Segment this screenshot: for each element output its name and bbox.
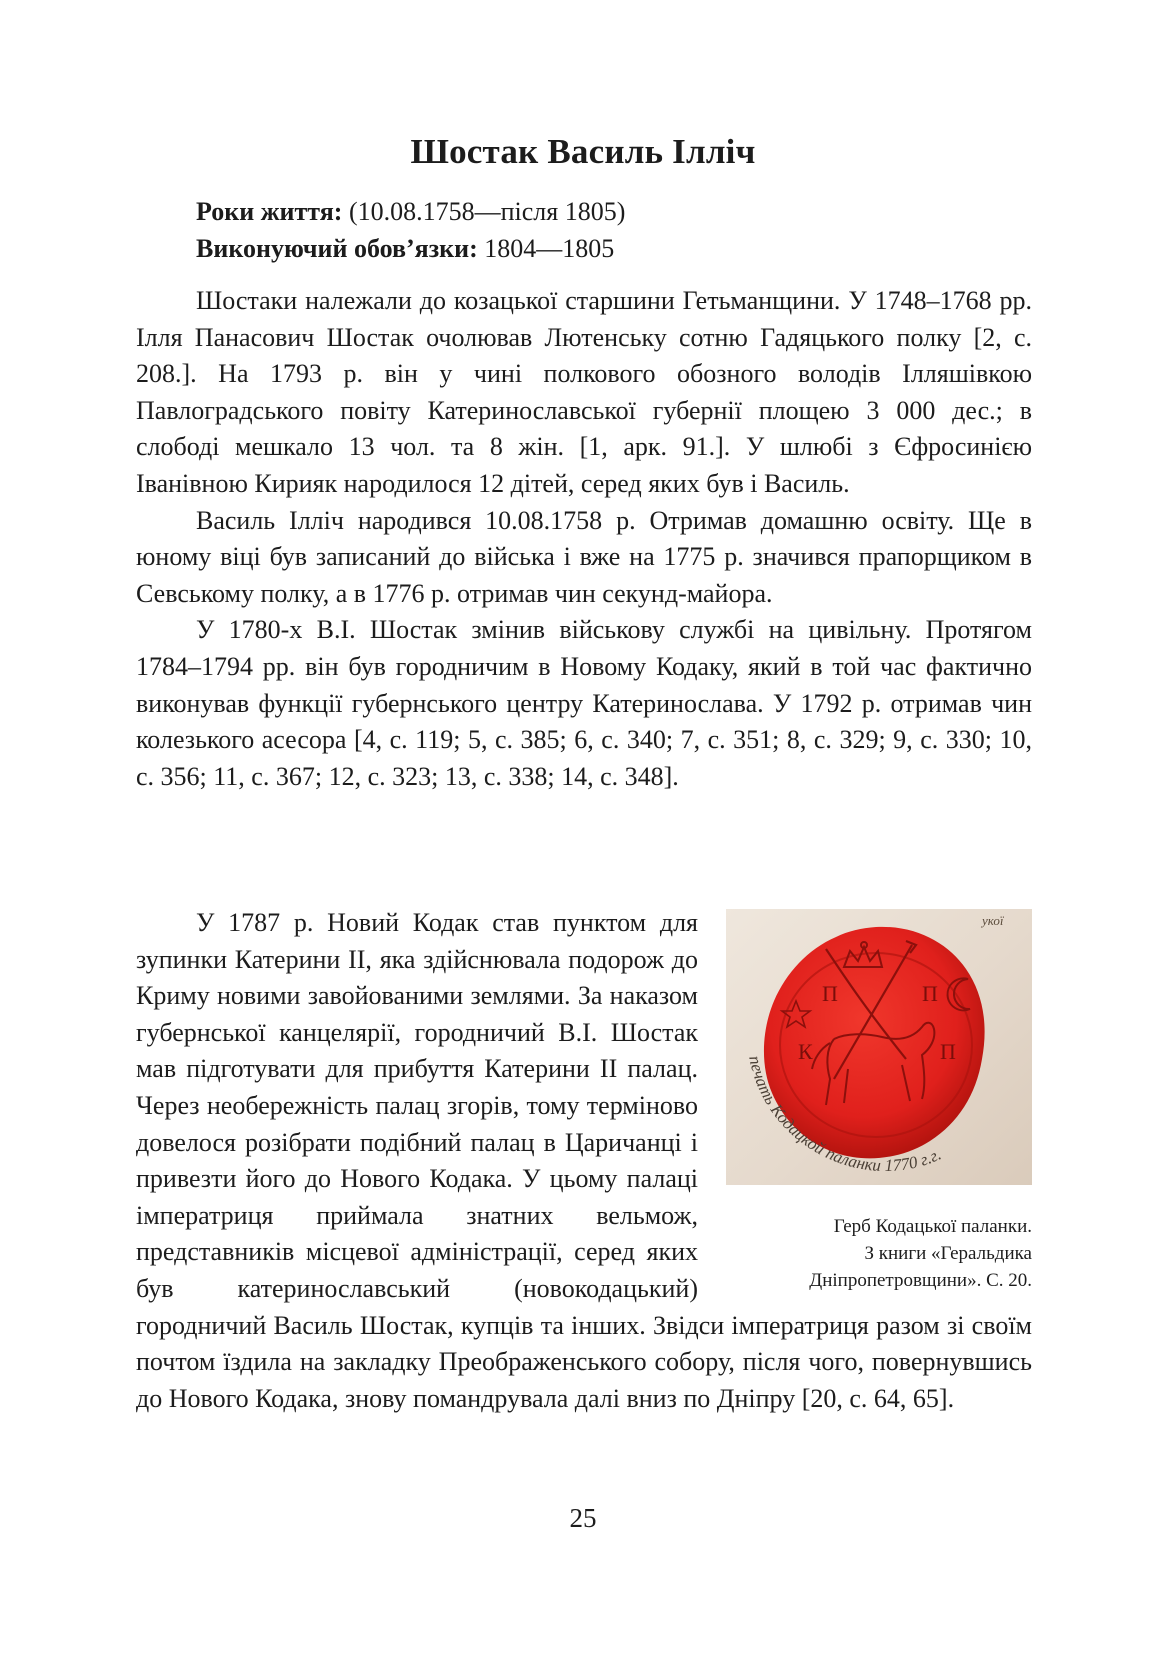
years-value: (10.08.1758—після 1805) — [342, 197, 626, 226]
figure-caption — [726, 1213, 1032, 1294]
seal-letter: П — [922, 981, 938, 1006]
handwriting-top: укої — [982, 913, 1004, 928]
seal-image — [726, 909, 1032, 1185]
acting-duties — [196, 230, 625, 267]
duty-value: 1804—1805 — [477, 234, 615, 263]
paragraph: У 1787 р. Новий Кодак став пунктом для зупинки Катерини ІІ, яка здійснювала подорож до Криму новими завойованими землями. За наказом губернської канцелярії, городничий В.І. Шостак мав підготувати для прибуття Катерини ІІ палац. Через необережність палац згорів, тому терміново довелося розібрати подібний палац в Царичанці і привезти його до Нового Кодака. У цьому палаці імператриця приймала знатних вельмож, представників місцевої адміністрації, серед яких був катеринославський (новокодацький) городничий Василь Шостак, купців та інших. Звідси імператриця разом зі своїм почтом їздила на закладку Преображенського собору, після чого, повернувшись до Нового Кодака, знову помандрувала далі вниз по Дніпру [20, с. 64, 65]. — [136, 908, 1032, 1413]
years-label: Роки життя: — [196, 197, 343, 226]
paragraph: Шостаки належали до козацької старшини Гетьманщини. У 1748–1768 рр. Ілля Панасович Шостак очолював Лютенську сотню Гадяцького полку [2, с. 208.]. На 1793 р. він у чині полкового обозного володів Ілляшівкою Павлоградського повіту Катеринославської губернії площею 3 000 дес.; в слободі мешкало 13 чол. та 8 жін. [1, арк. 91.]. У шлюбі з Єфросинією Іванівною Кирияк народилося 12 дітей, серед яких був і Василь. — [136, 286, 1032, 498]
handwriting-arc: печать Кодацкой паланки 1770 г.г. — [745, 1054, 945, 1176]
duty-label: Виконуючий обов’язки: — [196, 234, 478, 263]
paragraph: Василь Ілліч народився 10.08.1758 р. Отримав домашню освіту. Ще в юному віці був записаний до війська і вже на 1775 р. значився прапорщиком в Севському полку, а в 1776 р. отримав чин секунд-майора. — [136, 505, 1032, 608]
seal-letter: П — [822, 981, 838, 1006]
seal-letter: П — [940, 1039, 956, 1064]
page-number: 25 — [569, 1503, 597, 1533]
body-text-with-figure — [136, 905, 1032, 1417]
seal-letter: К — [798, 1039, 813, 1064]
biography-meta — [196, 193, 625, 267]
figure — [726, 909, 1032, 1294]
page-title: Шостак Василь Ілліч — [410, 132, 756, 171]
seal-illustration — [726, 909, 1032, 1185]
paragraph: У 1780-х В.І. Шостак змінив військову службі на цивільну. Протягом 1784–1794 рр. він був городничим в Новому Кодаку, який в той час фактично виконував функції губернського центру Катеринослава. У 1792 р. отримав чин колезького асесора [4, с. 119; 5, с. 385; 6, с. 340; 7, с. 351; 8, с. 329; 9, с. 330; 10, с. 356; 11, с. 367; 12, с. 323; 13, с. 338; 14, с. 348]. — [136, 615, 1032, 791]
years-of-life — [196, 193, 625, 230]
caption-line: З книги «Геральдика — [864, 1243, 1032, 1264]
body-text — [136, 283, 1032, 795]
caption-line: Герб Кодацької паланки. — [833, 1216, 1032, 1237]
caption-line: Дніпропетровщини». С. 20. — [809, 1270, 1032, 1291]
